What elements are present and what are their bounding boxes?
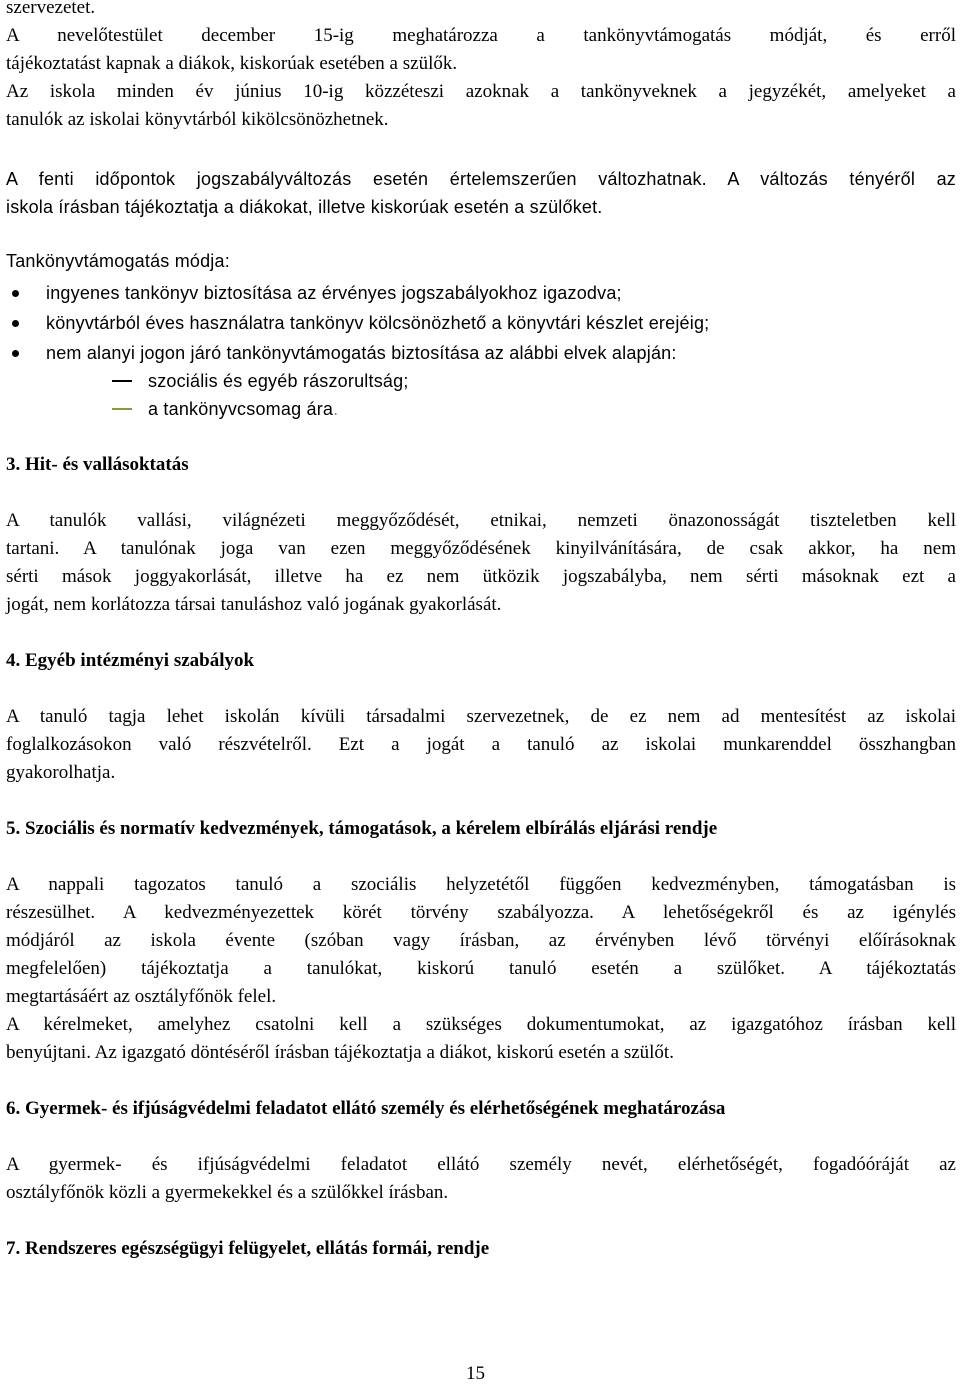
section-heading-6: 6. Gyermek- és ifjúságvédelmi feladatot ellátó személy és elérhetőségének meghatározása [6,1098,726,1119]
section-5-body [6,871,956,1067]
dash-icon [112,408,132,410]
list-item-text: nem alanyi jogon járó tankönyvtámogatás biztosítása az alábbi elvek alapján: [46,343,677,363]
text-line: Az iskola minden év június 10-ig közzéteszi azoknak a tankönyveknek a jegyzékét, amelyeket a [6,81,956,102]
text-line: részesülhet. A kedvezményezettek körét törvény szabályozza. A lehetőségekről és az igénylés [6,902,956,923]
text-line: A tanuló tagja lehet iskolán kívüli társadalmi szervezetnek, de ez nem ad mentesítést az iskolai [6,706,956,727]
list-item [6,339,956,367]
section-heading-3: 3. Hit- és vallásoktatás [6,454,189,475]
bullet-icon [12,320,19,327]
bullet-icon [12,290,19,297]
list-item [6,279,956,307]
list-item-text: ingyenes tankönyv biztosítása az érvényes jogszabályokhoz igazodva; [46,283,622,303]
support-title: Tankönyvtámogatás módja: [6,251,230,271]
text-line: megfelelően) tájékoztatja a tanulókat, kiskorú tanuló esetén a szülőket. A tájékoztatás [6,958,956,979]
text-line: A kérelmeket, amelyhez csatolni kell a szükséges dokumentumokat, az igazgatóhoz írásban kell [6,1014,956,1035]
text-line: tájékoztatást kapnak a diákok, kiskorúak esetében a szülők. [6,53,458,74]
sub-list-item: a tankönyvcsomag ára. [148,399,339,419]
text-line: tanulók az iskolai könyvtárból kikölcsönözhetnek. [6,109,389,130]
section-heading-4: 4. Egyéb intézményi szabályok [6,650,255,671]
text-line: tartani. A tanulónak joga van ezen meggyőződésének kinyilvánítására, de csak akkor, ha nem [6,538,956,559]
page-number: 15 [466,1363,485,1384]
sub-list-item: szociális és egyéb rászorultság; [148,371,409,391]
paragraph-textbook-deadlines [6,0,956,134]
text-line: A gyermek- és ifjúságvédelmi feladatot ellátó személy nevét, elérhetőségét, fogadóóráját az [6,1154,956,1175]
list-item [6,309,956,337]
text-line: A fenti időpontok jogszabályváltozás esetén értelemszerűen változhatnak. A változás tényéről az [6,169,956,189]
text-line: A nevelőtestület december 15-ig meghatározza a tankönyvtámogatás módját, és erről [6,25,956,46]
paragraph-date-changes [6,165,956,221]
text-line: foglalkozásokon való részvételről. Ezt a jogát a tanuló az iskolai munkarenddel összhangban [6,734,956,755]
text-line: módjáról az iskola évente (szóban vagy írásban, az érvényben lévő törvényi előírásoknak [6,930,956,951]
text-line: A nappali tagozatos tanuló a szociális helyzetétől függően kedvezményben, támogatásban is [6,874,956,895]
section-6-body [6,1151,956,1207]
text-line: jogát, nem korlátozza társai tanuláshoz való jogának gyakorlását. [6,594,502,615]
text-line: szervezetet. [6,0,96,18]
bullet-icon [12,350,19,357]
text-line: iskola írásban tájékoztatja a diákokat, illetve kiskorúak esetén a szülőket. [6,197,603,217]
section-3-body [6,507,956,619]
text-line: osztályfőnök közli a gyermekekkel és a szülőkkel írásban. [6,1182,449,1203]
text-line: A tanulók vallási, világnézeti meggyőződését, etnikai, nemzeti önazonosságát tiszteletben kell [6,510,956,531]
section-4-body [6,703,956,787]
section-heading-5: 5. Szociális és normatív kedvezmények, támogatások, a kérelem elbírálás eljárási rendje [6,818,718,839]
text-line: megtartásáért az osztályfőnök felel. [6,986,277,1007]
text-line: benyújtani. Az igazgató döntéséről írásban tájékoztatja a diákot, kiskorú esetén a szülőt. [6,1042,674,1063]
text-line: gyakorolhatja. [6,762,116,783]
section-heading-7: 7. Rendszeres egészségügyi felügyelet, ellátás formái, rendje [6,1238,490,1259]
list-item-text: könyvtárból éves használatra tankönyv kölcsönözhető a könyvtári készlet erejéig; [46,313,710,333]
dash-icon [112,380,132,382]
text-line: sérti mások joggyakorlását, illetve ha ez nem ütközik jogszabályba, nem sérti másoknak ezt a [6,566,956,587]
